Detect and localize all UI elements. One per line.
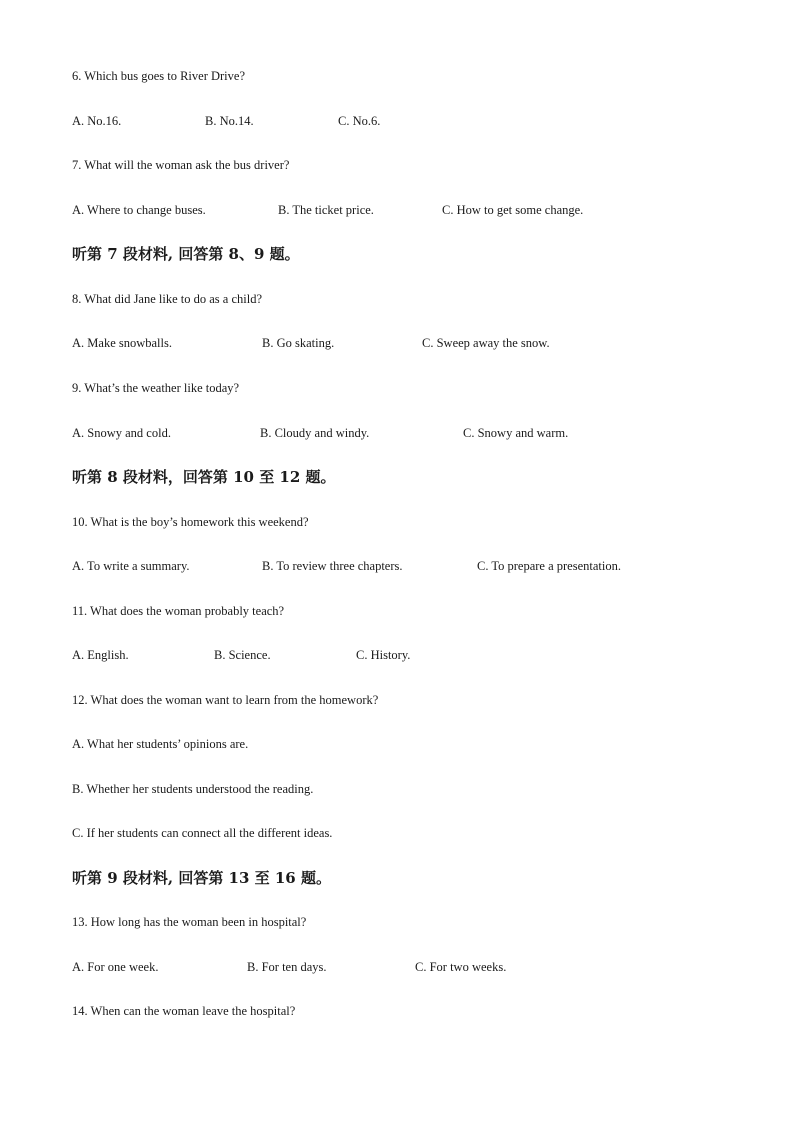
question-6: 6. Which bus goes to River Drive? (72, 69, 245, 83)
option-b: B. No.14. (205, 114, 254, 128)
section-8-heading: 听第 8 段材料，回答第 10 至 12 题。 (72, 468, 336, 486)
question-8: 8. What did Jane like to do as a child? (72, 292, 262, 306)
option-b: B. Science. (214, 648, 271, 662)
question-12-option-c: C. If her students can connect all the different ideas. (72, 826, 333, 840)
question-9: 9. What’s the weather like today? (72, 381, 240, 395)
option-c: C. Sweep away the snow. (422, 336, 550, 350)
question-10: 10. What is the boy’s homework this weekend? (72, 515, 309, 529)
question-13: 13. How long has the woman been in hospital? (72, 915, 307, 929)
option-c: C. How to get some change. (442, 203, 584, 217)
question-11: 11. What does the woman probably teach? (72, 604, 285, 618)
question-12-option-a: A. What her students’ opinions are. (72, 737, 249, 751)
option-a: A. Make snowballs. (72, 336, 172, 350)
option-c: C. No.6. (338, 114, 381, 128)
option-c: C. Snowy and warm. (463, 426, 569, 440)
section-9-heading: 听第 9 段材料, 回答第 13 至 16 题。 (72, 869, 331, 887)
option-a: A. No.16. (72, 114, 122, 128)
option-c: C. For two weeks. (415, 960, 507, 974)
section-7-heading: 听第 7 段材料, 回答第 8、9 题。 (72, 245, 300, 263)
option-a: A. English. (72, 648, 129, 662)
option-a: A. Snowy and cold. (72, 426, 171, 440)
option-b: B. Go skating. (262, 336, 335, 350)
question-14: 14. When can the woman leave the hospital? (72, 1004, 296, 1018)
option-b: B. The ticket price. (278, 203, 374, 217)
option-c: C. History. (356, 648, 411, 662)
question-12-option-b: B. Whether her students understood the reading. (72, 782, 314, 796)
option-b: B. Cloudy and windy. (260, 426, 370, 440)
option-a: A. Where to change buses. (72, 203, 206, 217)
question-12: 12. What does the woman want to learn from the homework? (72, 693, 379, 707)
option-b: B. For ten days. (247, 960, 327, 974)
option-b: B. To review three chapters. (262, 559, 403, 573)
option-c: C. To prepare a presentation. (477, 559, 621, 573)
question-7: 7. What will the woman ask the bus driver? (72, 158, 290, 172)
option-a: A. For one week. (72, 960, 159, 974)
option-a: A. To write a summary. (72, 559, 190, 573)
